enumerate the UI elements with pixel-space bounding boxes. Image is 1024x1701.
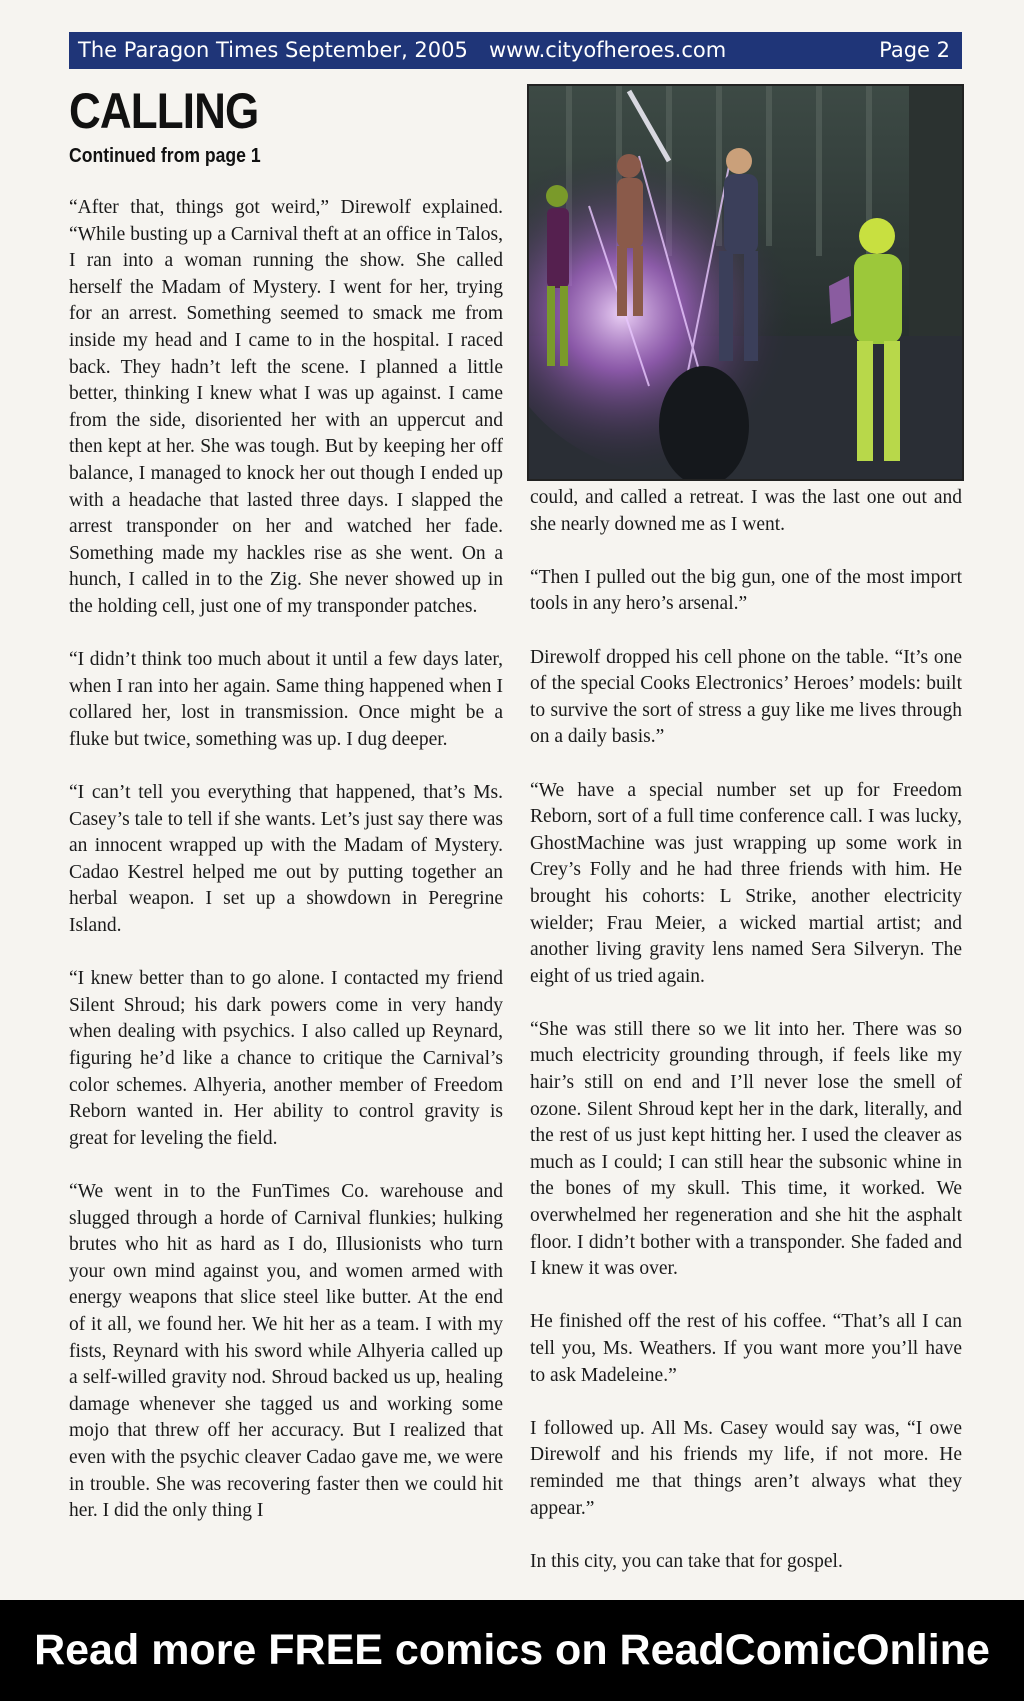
paragraph: “After that, things got weird,” Direwolf explained. “While busting up a Carnival theft at an office in Talos, I ran into a woman running the show. She called herself the Madam of Mystery. I went for her, trying for an arrest. Something seemed to smack me from inside my head and I came to in the hospital. I raced back. They hadn’t left the scene. I planned a little better, thinking I knew what I was up against. I came from the side, disoriented her with an uppercut and then kept at her. She was tough. But by keeping her off balance, I managed to knock her out though I ended up with a headache that lasted three days. I slapped the arrest transponder on her and watched her fade. Something made my hackles rise as she went. On a hunch, I called in to the Zig. She never showed up in the holding cell, just one of my transponder patches.: [69, 197, 503, 617]
article-left-column: [69, 195, 503, 1551]
paragraph: “Then I pulled out the big gun, one of the most import tools in any hero’s arsenal.”: [530, 566, 962, 615]
game-screenshot-photo: [527, 84, 964, 481]
page-header-bar: [69, 32, 962, 69]
promo-banner-link[interactable]: Read more FREE comics on ReadComicOnline: [0, 1600, 1024, 1701]
paragraph: “I knew better than to go alone. I contacted my friend Silent Shroud; his dark powers come in very handy when dealing with psychics. I also called up Reynard, figuring he’d like a chance to critique the Carnival’s color schemes. Alhyeria, another member of Freedom Reborn wanted in. Her ability to control gravity is great for leveling the field.: [69, 968, 503, 1149]
paragraph: “I can’t tell you everything that happened, that’s Ms. Casey’s tale to tell if she wants. Let’s just say there was an innocent wrapped up with the Madam of Mystery. Cadao Kestrel helped me out by putting together an herbal weapon. I set up a showdown in Peregrine Island.: [69, 782, 503, 937]
paragraph: “We went in to the FunTimes Co. warehouse and slugged through a horde of Carnival flunkies; hulking brutes who hit as hard as I do, Illusionists who turn your own mind against you, and women armed with energy weapons that slice steel like butter. At the end of it all, we found her. We hit her as a team. I with my fists, Reynard with his sword while Alhyeria called up a self-willed gravity nod. Shroud backed us up, healing damage whenever she tagged us and working some mojo that threw off her accuracy. But I realized that even with the psychic cleaver Cadao gave me, we were in trouble. She was recovering faster then we could hit her. I did the only thing I: [69, 1180, 503, 1522]
publication-title: The Paragon Times September, 2005: [78, 38, 468, 62]
paragraph: Direwolf dropped his cell phone on the table. “It’s one of the special Cooks Electronics’ Heroes’ models: built to survive the sort of stress a guy like me lives through on a daily basis.”: [530, 646, 962, 748]
battle-scene-illustration: [529, 86, 962, 479]
paragraph: He finished off the rest of his coffee. “That’s all I can tell you, Ms. Weathers. If you want more you’ll have to ask Madeleine.”: [530, 1311, 962, 1386]
website-url: www.cityofheroes.com: [489, 38, 727, 62]
page-number: Page 2: [879, 38, 950, 62]
article-right-column: [530, 485, 962, 1602]
paragraph: could, and called a retreat. I was the last one out and she nearly downed me as I went.: [530, 487, 962, 535]
paragraph: “I didn’t think too much about it until a few days later, when I ran into her again. Same thing happened when I collared her, lost in transmission. Once might be a fluke but twice, something was up. I dug deeper.: [69, 649, 503, 750]
paragraph: I followed up. All Ms. Casey would say was, “I owe Direwolf and his friends my life, if not more. He reminded me that things aren’t always what they appear.”: [530, 1417, 962, 1519]
paragraph: “She was still there so we lit into her. There was so much electricity grounding through, if feels like my hair’s still on end and I’ll never lose the smell of ozone. Silent Shroud kept her in the dark, literally, and the rest of us just kept hitting her. I used the cleaver as much as I could; I can still hear the subsonic whine in the bones of my skull. This time, it worked. We overwhelmed her regeneration and she hit the asphalt floor. I didn’t bother with a transponder. She faded and I knew it was over.: [530, 1018, 962, 1280]
paragraph: “We have a special number set up for Freedom Reborn, sort of a full time conference call. I was lucky, GhostMachine was just wrapping up some work in Crey’s Folly and he had three friends with him. He brought his cohorts: L Strike, another electricity wielder; Frau Meier, a wicked martial artist; and another living gravity lens named Sera Silveryn. The eight of us tried again.: [530, 779, 962, 987]
paragraph: In this city, you can take that for gospel.: [530, 1550, 843, 1572]
continued-note: Continued from page 1: [69, 145, 261, 167]
article-headline: CALLING: [69, 83, 259, 139]
